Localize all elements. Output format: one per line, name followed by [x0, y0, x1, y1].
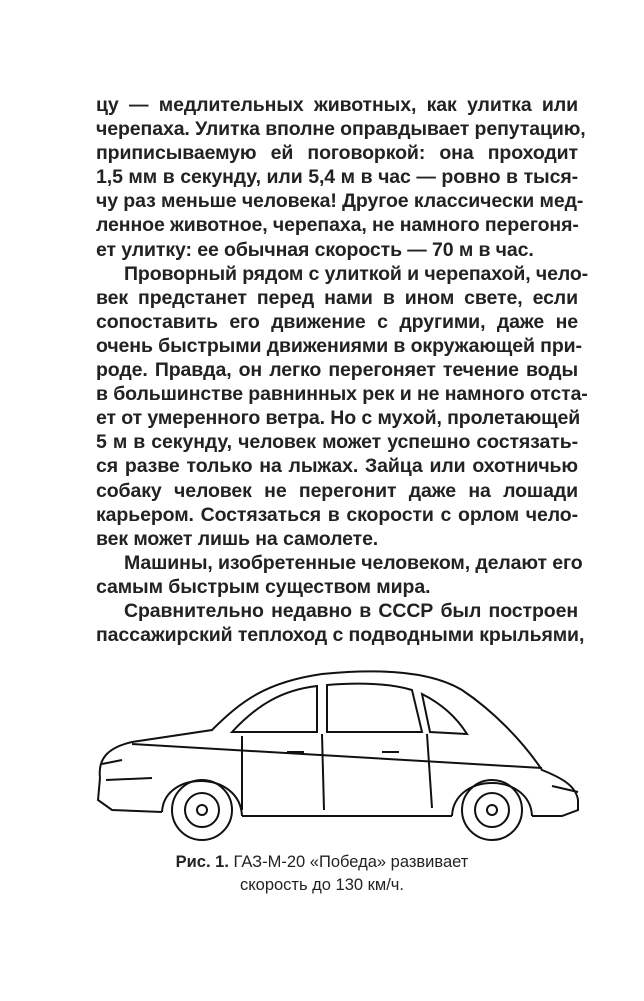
- text-line: Проворный рядом с улиткой и черепахой, чело-: [124, 262, 589, 285]
- text-line: ленное животное, черепаха, не намного перегоня-: [96, 214, 579, 237]
- text-line: 5 м в секунду, человек может успешно состязать-: [96, 431, 578, 454]
- text-line: сопоставить его движение с другими, даже не: [96, 310, 578, 333]
- paragraph: [96, 93, 586, 262]
- text-line: самым быстрым существом мира.: [96, 575, 431, 598]
- text-line: 1,5 мм в секунду, или 5,4 м в час — ровно в тыся-: [96, 166, 578, 189]
- text-line: черепаха. Улитка вполне оправдывает репутацию,: [96, 118, 586, 141]
- car-illustration: [92, 660, 584, 845]
- caption-line-1: ГАЗ-М-20 «Победа» развивает: [233, 853, 469, 871]
- text-line: собаку человек не перегонит даже на лошади: [96, 479, 578, 502]
- text-line: пассажирский теплоход с подводными крыльями,: [96, 624, 585, 647]
- body-text: [96, 93, 589, 647]
- text-line: Сравнительно недавно в СССР был построен: [124, 599, 578, 622]
- paragraph: [96, 599, 585, 647]
- text-line: роде. Правда, он легко перегоняет течение воды: [96, 359, 578, 382]
- text-line: Машины, изобретенные человеком, делают его: [124, 551, 583, 574]
- figure-label: Рис. 1.: [175, 853, 229, 871]
- text-line: ся разве только на лыжах. Зайца или охотничью: [96, 455, 578, 478]
- caption-line-2: скорость до 130 км/ч.: [239, 876, 404, 894]
- text-line: век предстанет перед нами в ином свете, если: [96, 286, 578, 309]
- figure-caption: [0, 851, 644, 897]
- text-line: очень быстрыми движениями в окружающей при-: [96, 334, 582, 357]
- text-line: чу раз меньше человека! Другое классически мед-: [96, 190, 584, 213]
- paragraph: [96, 551, 583, 599]
- text-line: в большинстве равнинных рек и не намного отста-: [96, 383, 588, 406]
- text-line: приписываемую ей поговоркой: она проходит: [96, 142, 578, 165]
- paragraph: [96, 262, 589, 551]
- text-line: цу — медлительных животных, как улитка или: [96, 94, 578, 116]
- text-line: карьером. Состязаться в скорости с орлом чело-: [96, 503, 578, 526]
- text-line: век может лишь на самолете.: [96, 527, 379, 550]
- text-line: ет улитку: ее обычная скорость — 70 м в час.: [96, 238, 534, 261]
- text-line: ет от умеренного ветра. Но с мухой, пролетающей: [96, 407, 581, 430]
